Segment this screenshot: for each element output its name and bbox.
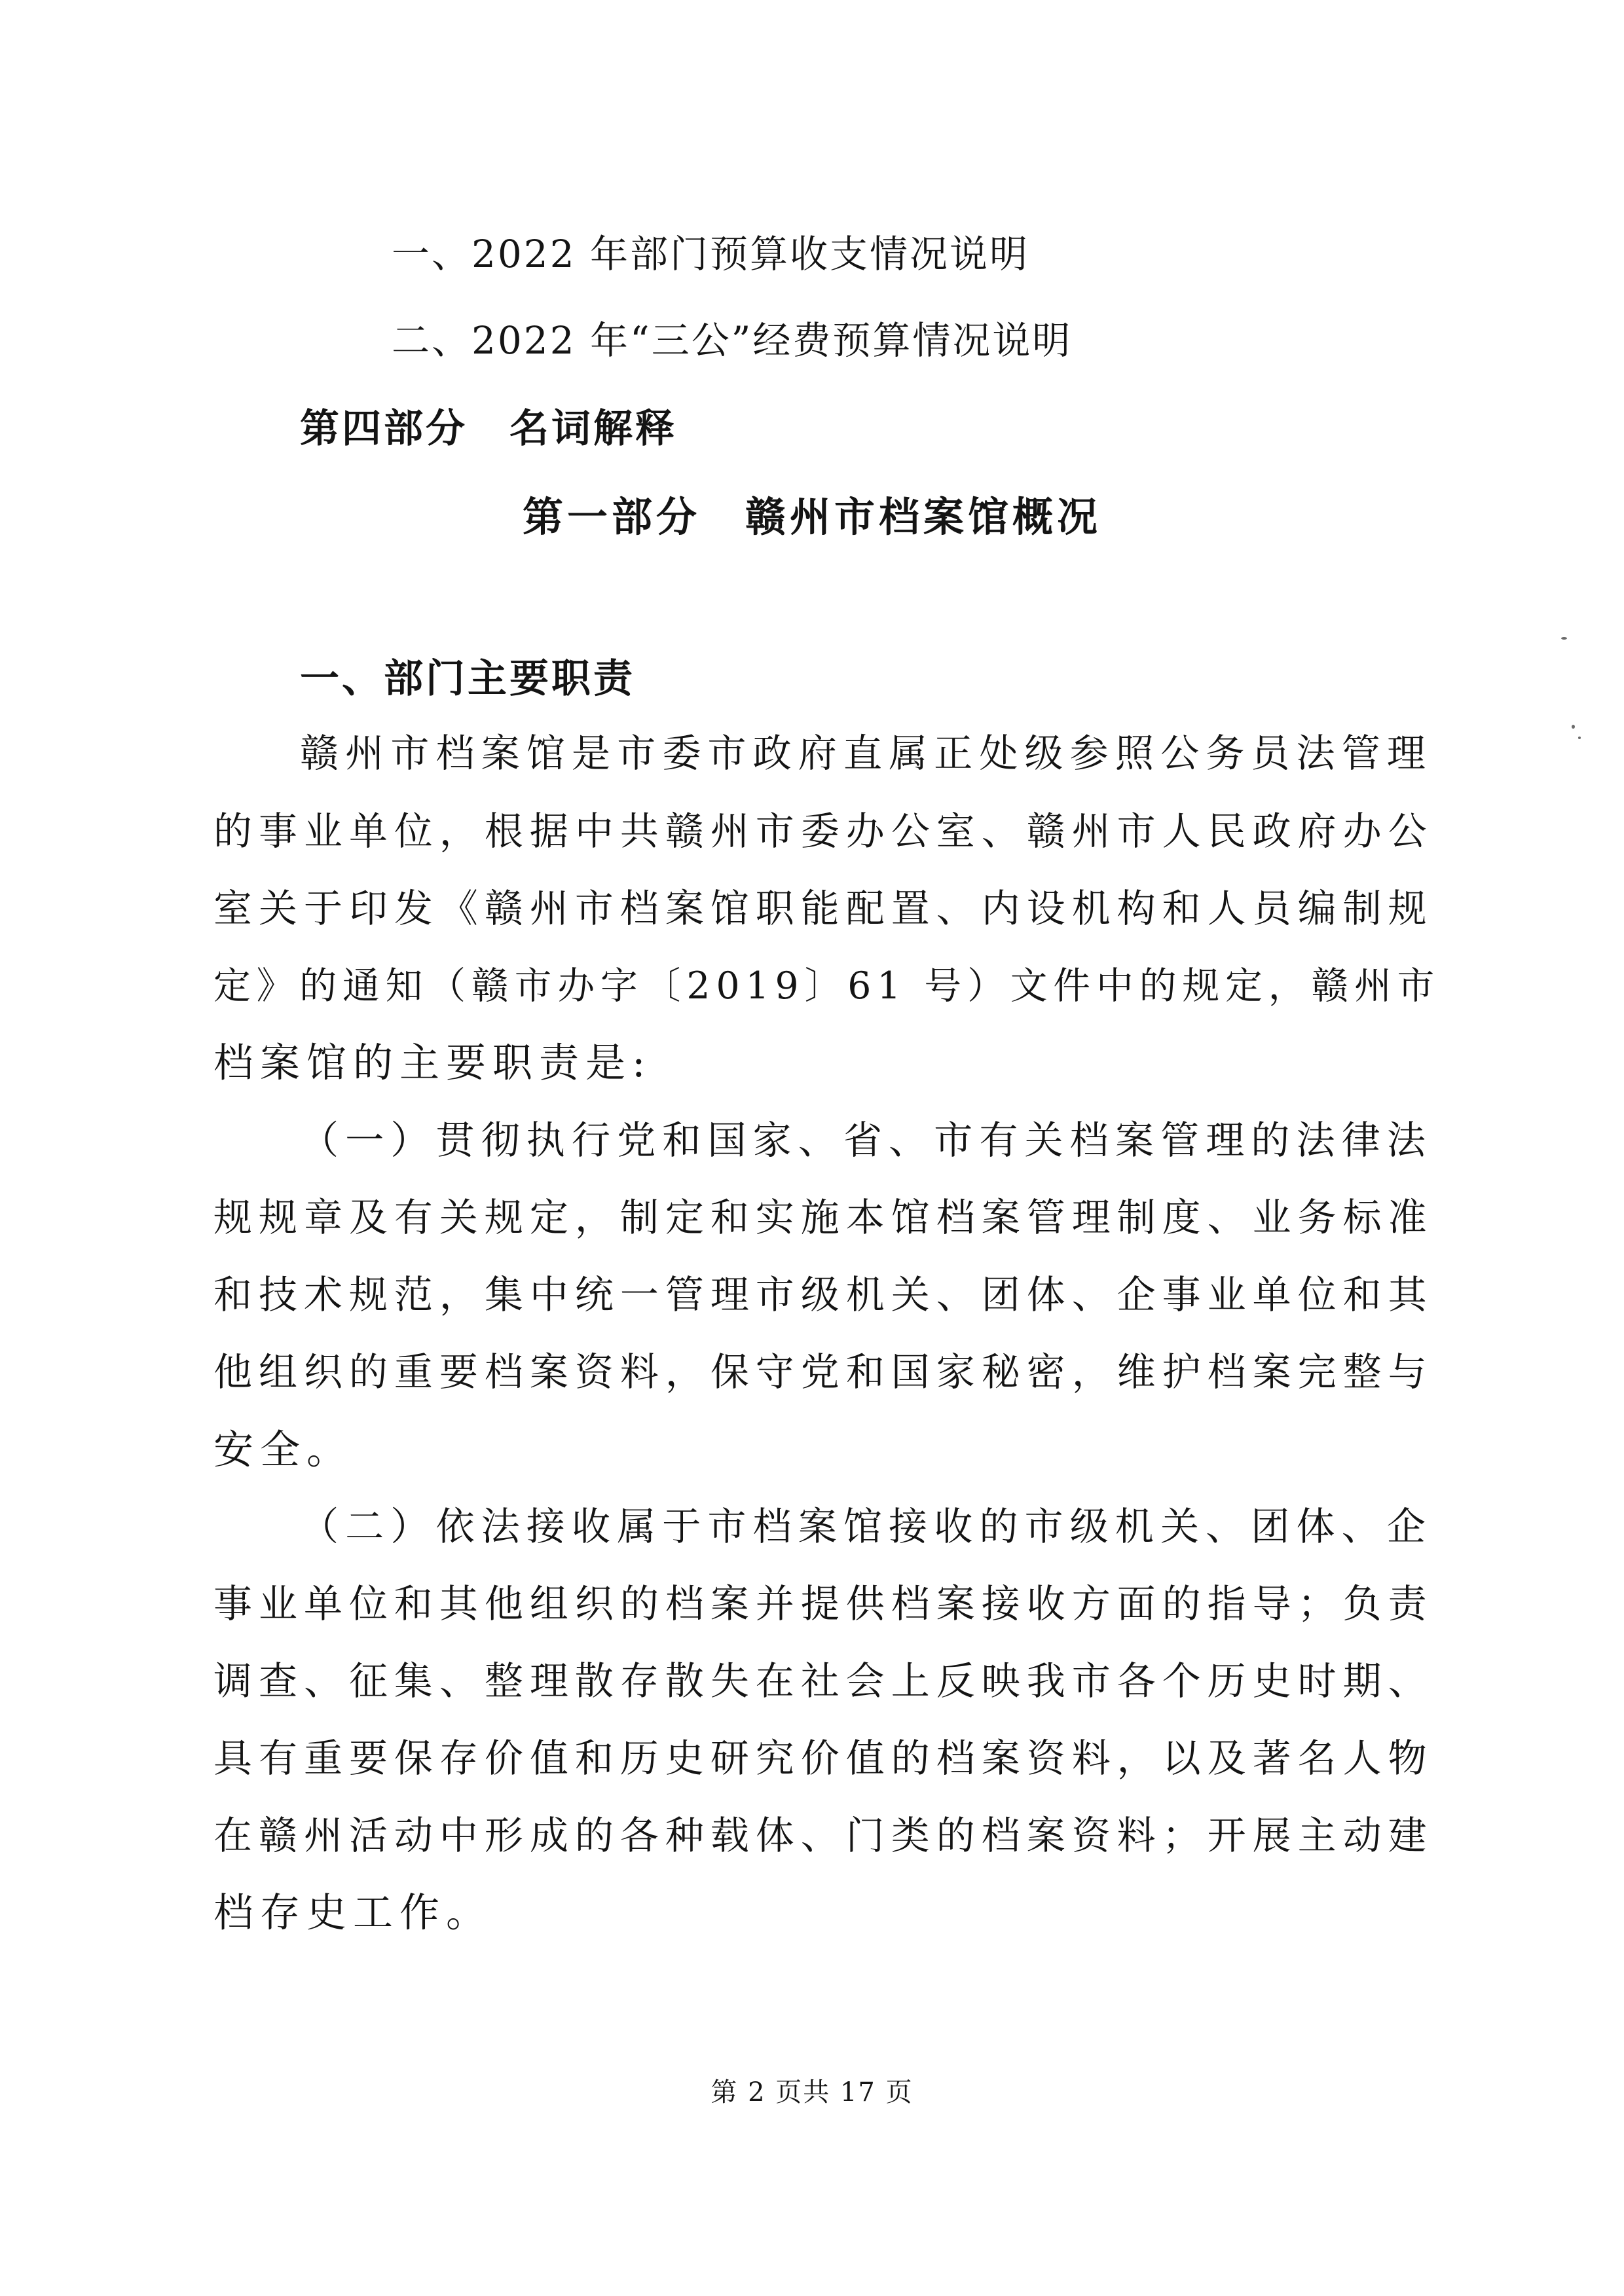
paragraph-line: 档存史工作。 [213,1889,493,1936]
paragraph-line: （二）依法接收属于市档案馆接收的市级机关、团体、企 [300,1504,1432,1549]
paragraph-line: 具有重要保存价值和历史研究价值的档案资料，以及著名人物 [213,1736,1433,1781]
part-one-title: 第一部分 赣州市档案馆概况 [522,493,1101,541]
scan-speck [1572,725,1575,729]
paragraph-line: （一）贯彻执行党和国家、省、市有关档案管理的法律法 [300,1118,1432,1163]
paragraph-line: 在赣州活动中形成的各种载体、门类的档案资料；开展主动建 [213,1813,1433,1858]
section-heading-main-duties: 一、部门主要职责 [300,656,635,702]
paragraph-line: 规规章及有关规定，制定和实施本馆档案管理制度、业务标准 [213,1195,1433,1240]
toc-part-four-glossary: 第四部分 名词解释 [300,406,677,452]
toc-item-budget-explanation: 一、2022 年部门预算收支情况说明 [392,232,1030,276]
scan-speck [1578,737,1581,739]
paragraph-line: 调查、征集、整理散存散失在社会上反映我市各个历史时期、 [213,1658,1433,1704]
paragraph-line: 档案馆的主要职责是: [213,1040,652,1086]
paragraph-line: 赣州市档案馆是市委市政府直属正处级参照公务员法管理 [300,731,1432,776]
paragraph-line: 的事业单位，根据中共赣州市委办公室、赣州市人民政府办公 [213,809,1433,854]
paragraph-line: 室关于印发《赣州市档案馆职能配置、内设机构和人员编制规 [213,886,1433,931]
toc-item-three-public-expenses: 二、2022 年“三公”经费预算情况说明 [392,318,1073,363]
page-number-footer: 第 2 页共 17 页 [710,2077,913,2107]
paragraph-line: 安全。 [213,1427,354,1473]
scan-speck [1561,637,1567,640]
paragraph-line: 和技术规范，集中统一管理市级机关、团体、企事业单位和其 [213,1272,1433,1317]
paragraph-line: 定》的通知（赣市办字〔2019〕61 号）文件中的规定，赣州市 [213,964,1441,1008]
paragraph-line: 事业单位和其他组织的档案并提供档案接收方面的指导；负责 [213,1581,1433,1626]
paragraph-line: 他组织的重要档案资料，保守党和国家秘密，维护档案完整与 [213,1349,1433,1394]
